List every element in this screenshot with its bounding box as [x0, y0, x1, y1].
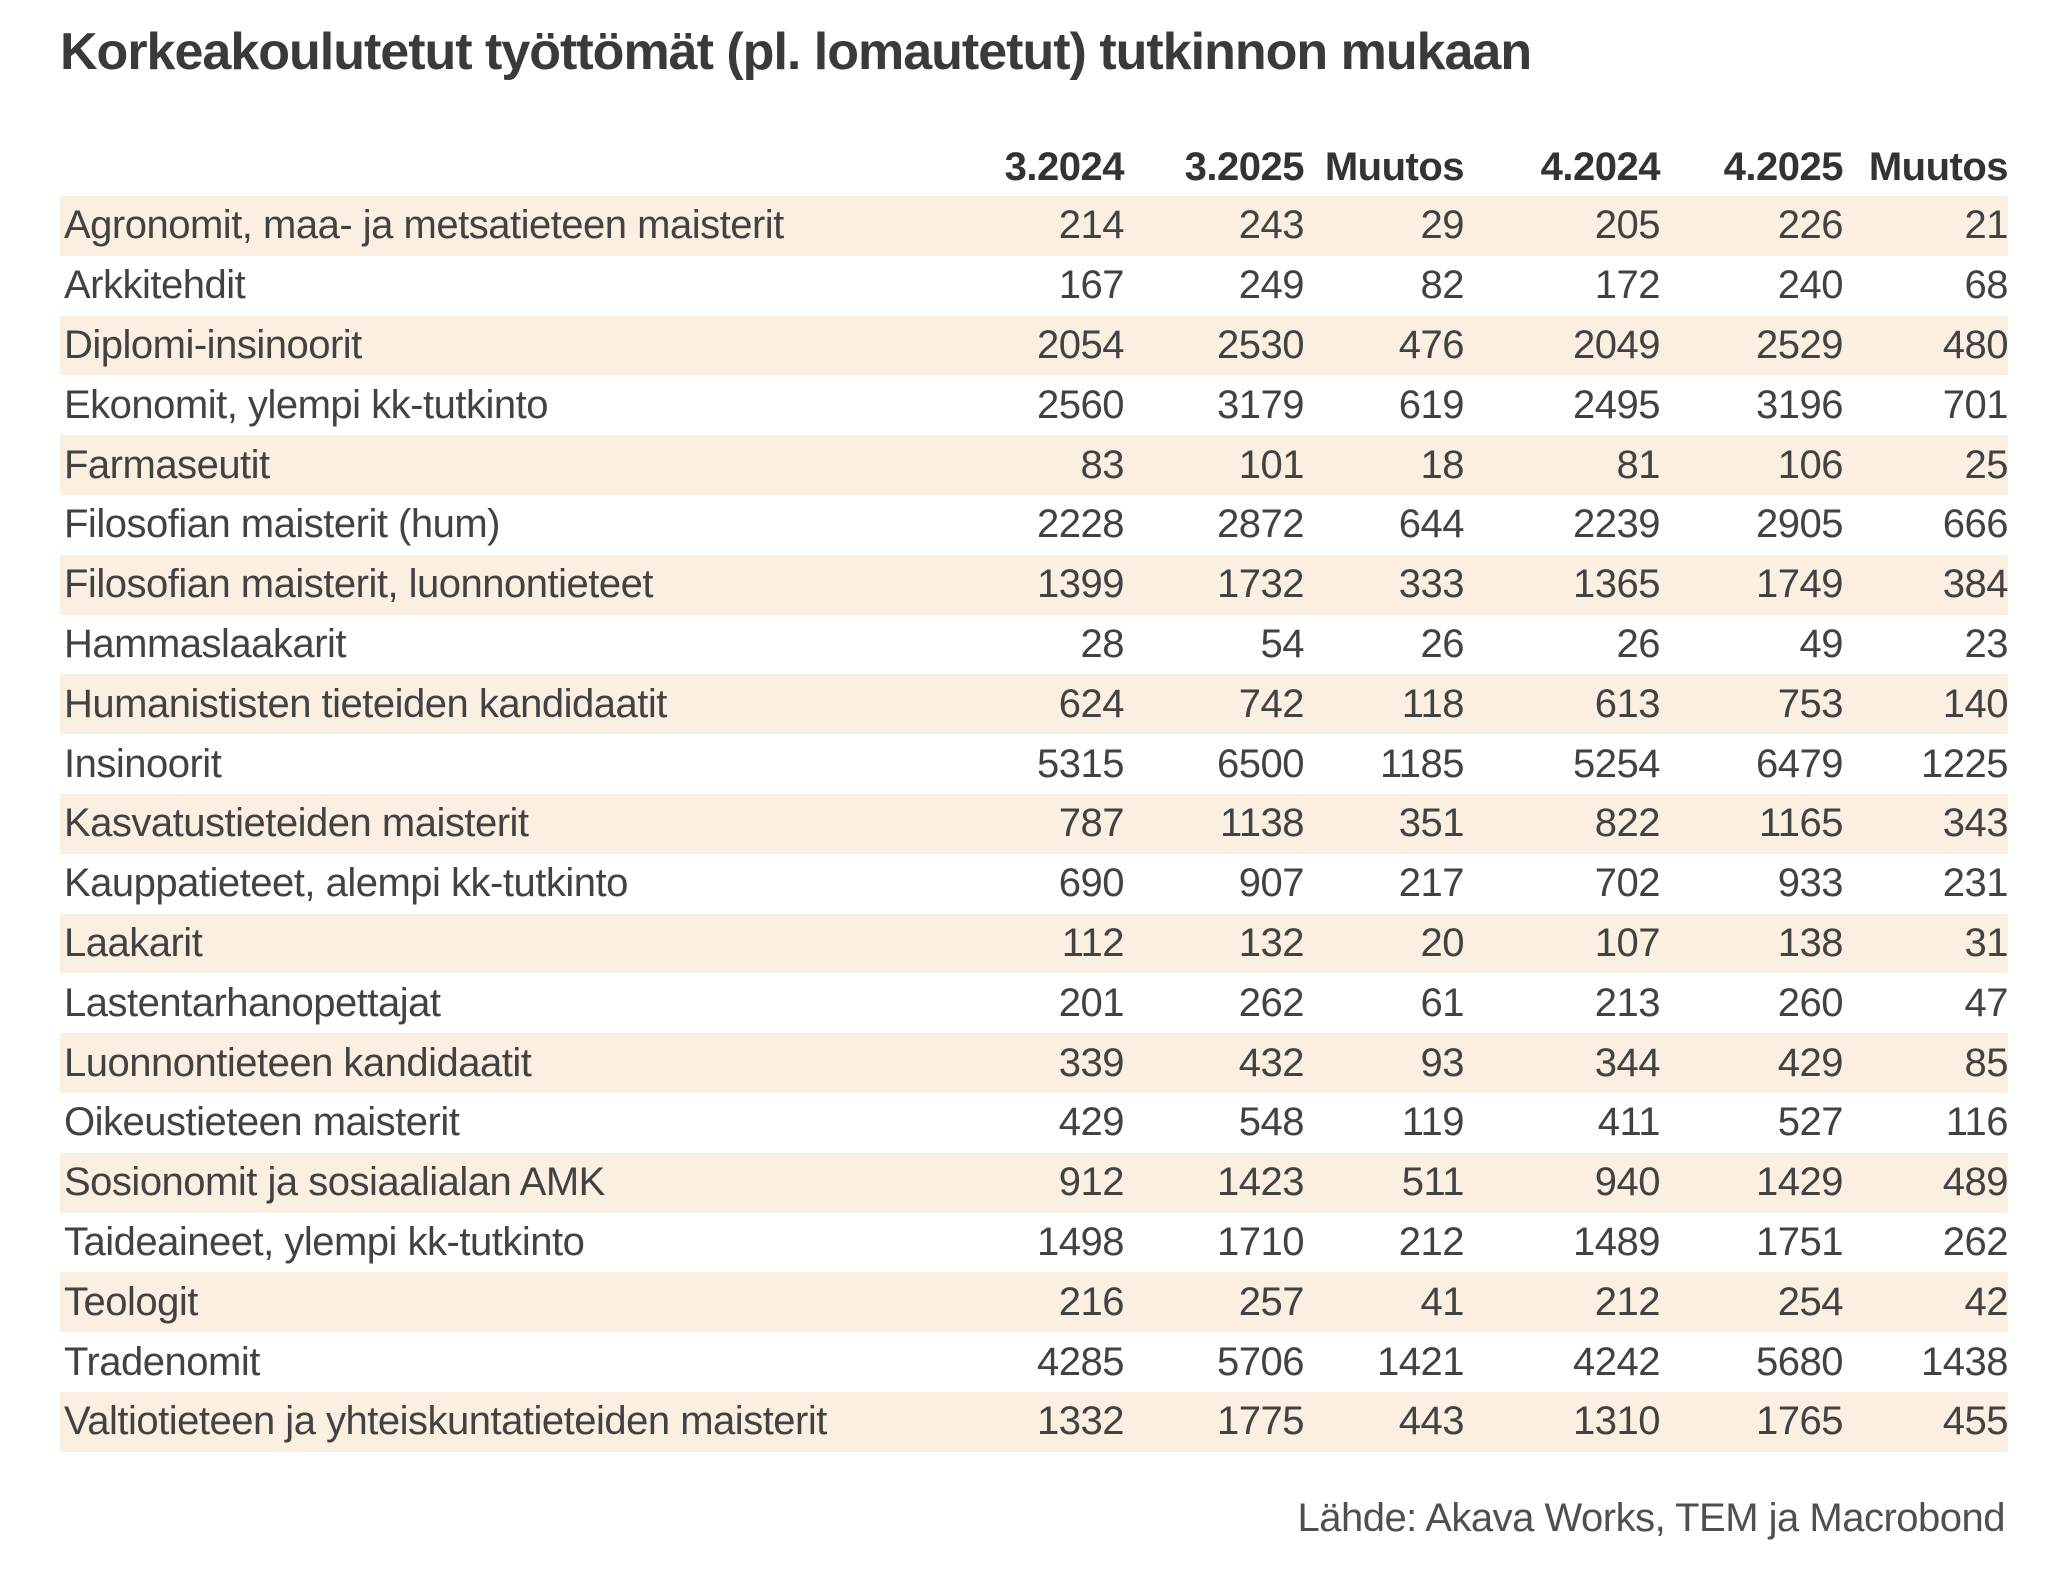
value-cell: 213 — [1594, 980, 1660, 1025]
value-cell: 101 — [1238, 442, 1304, 487]
value-cell: 20 — [1420, 920, 1464, 965]
table-row — [60, 1332, 2008, 1392]
value-cell: 511 — [1401, 1160, 1464, 1205]
value-cell: 119 — [1401, 1100, 1464, 1145]
table-row — [60, 256, 2008, 316]
source-credit: Lähde: Akava Works, TEM ja Macrobond — [1297, 1496, 2005, 1540]
value-cell: 742 — [1238, 681, 1304, 726]
table-row — [60, 435, 2008, 495]
table-row — [60, 794, 2008, 854]
row-label: Hammaslaakarit — [64, 621, 346, 666]
value-cell: 140 — [1942, 681, 2008, 726]
value-cell: 701 — [1942, 382, 2008, 427]
table-row — [60, 375, 2008, 435]
value-cell: 2905 — [1756, 502, 1843, 547]
value-cell: 548 — [1238, 1100, 1304, 1145]
value-cell: 172 — [1594, 263, 1660, 308]
row-label: Teologit — [64, 1279, 198, 1324]
value-cell: 351 — [1398, 801, 1464, 846]
value-cell: 1438 — [1921, 1339, 2008, 1384]
value-cell: 690 — [1058, 861, 1124, 906]
unemployment-table — [60, 126, 2008, 1452]
value-cell: 1423 — [1217, 1160, 1304, 1205]
value-cell: 21 — [1964, 203, 2008, 248]
value-cell: 907 — [1238, 861, 1304, 906]
value-cell: 5680 — [1756, 1339, 1843, 1384]
table-row — [60, 734, 2008, 794]
row-label: Sosionomit ja sosiaalialan AMK — [64, 1160, 605, 1205]
header-4-2024: 4.2024 — [1540, 145, 1660, 189]
value-cell: 489 — [1942, 1160, 2008, 1205]
value-cell: 167 — [1058, 263, 1124, 308]
row-label: Luonnontieteen kandidaatit — [64, 1040, 532, 1085]
value-cell: 262 — [1238, 980, 1304, 1025]
page-title: Korkeakoulutetut työttömät (pl. lomautetut) tutkinnon mukaan — [60, 23, 1532, 81]
value-cell: 116 — [1945, 1100, 2008, 1145]
table-row — [60, 1213, 2008, 1273]
value-cell: 619 — [1398, 382, 1464, 427]
value-cell: 18 — [1420, 442, 1464, 487]
value-cell: 3179 — [1217, 382, 1304, 427]
table-row — [60, 973, 2008, 1033]
value-cell: 93 — [1420, 1040, 1464, 1085]
value-cell: 1429 — [1756, 1160, 1843, 1205]
value-cell: 339 — [1058, 1040, 1124, 1085]
value-cell: 344 — [1594, 1040, 1660, 1085]
table-row — [60, 1153, 2008, 1213]
value-cell: 249 — [1238, 263, 1304, 308]
value-cell: 384 — [1942, 562, 2008, 607]
row-label: Agronomit, maa- ja metsatieteen maisterit — [64, 203, 784, 248]
value-cell: 138 — [1777, 920, 1843, 965]
value-cell: 254 — [1777, 1279, 1843, 1324]
value-cell: 262 — [1942, 1219, 2008, 1264]
value-cell: 1775 — [1217, 1399, 1304, 1444]
row-label: Ekonomit, ylempi kk-tutkinto — [64, 382, 548, 427]
header-3-2024: 3.2024 — [1004, 145, 1124, 189]
value-cell: 1225 — [1921, 741, 2008, 786]
value-cell: 118 — [1401, 681, 1464, 726]
value-cell: 613 — [1594, 681, 1660, 726]
value-cell: 132 — [1238, 920, 1304, 965]
value-cell: 1310 — [1573, 1399, 1660, 1444]
row-label: Kasvatustieteiden maisterit — [64, 801, 529, 846]
value-cell: 940 — [1594, 1160, 1660, 1205]
row-label: Filosofian maisterit (hum) — [64, 502, 501, 547]
value-cell: 666 — [1942, 502, 2008, 547]
value-cell: 83 — [1080, 442, 1124, 487]
table-row — [60, 555, 2008, 615]
table-row — [60, 1093, 2008, 1153]
value-cell: 25 — [1964, 442, 2008, 487]
value-cell: 1421 — [1377, 1339, 1464, 1384]
value-cell: 343 — [1942, 801, 2008, 846]
table-row — [60, 1272, 2008, 1332]
value-cell: 260 — [1777, 980, 1843, 1025]
value-cell: 2530 — [1217, 322, 1304, 367]
value-cell: 240 — [1777, 263, 1843, 308]
value-cell: 429 — [1058, 1100, 1124, 1145]
value-cell: 432 — [1238, 1040, 1304, 1085]
value-cell: 106 — [1777, 442, 1843, 487]
table-row — [60, 316, 2008, 376]
table-row — [60, 854, 2008, 914]
row-label: Farmaseutit — [64, 442, 270, 487]
value-cell: 644 — [1398, 502, 1464, 547]
value-cell: 212 — [1398, 1219, 1464, 1264]
value-cell: 411 — [1597, 1100, 1660, 1145]
value-cell: 1751 — [1756, 1219, 1843, 1264]
table-body — [60, 196, 2008, 1452]
row-label: Lastentarhanopettajat — [64, 980, 441, 1025]
value-cell: 787 — [1058, 801, 1124, 846]
value-cell: 912 — [1058, 1160, 1124, 1205]
value-cell: 480 — [1942, 322, 2008, 367]
value-cell: 49 — [1799, 621, 1843, 666]
value-cell: 68 — [1964, 263, 2008, 308]
header-muutos-2: Muutos — [1868, 145, 2008, 189]
value-cell: 226 — [1777, 203, 1843, 248]
value-cell: 429 — [1777, 1040, 1843, 1085]
row-label: Oikeustieteen maisterit — [64, 1100, 460, 1145]
value-cell: 2529 — [1756, 322, 1843, 367]
header-3-2025: 3.2025 — [1184, 145, 1304, 189]
value-cell: 6500 — [1217, 741, 1304, 786]
value-cell: 216 — [1058, 1279, 1124, 1324]
row-label: Insinoorit — [64, 741, 222, 786]
value-cell: 2560 — [1037, 382, 1124, 427]
value-cell: 1732 — [1217, 562, 1304, 607]
value-cell: 1185 — [1379, 741, 1464, 786]
table-header — [60, 126, 2008, 196]
value-cell: 753 — [1777, 681, 1843, 726]
value-cell: 2049 — [1573, 322, 1660, 367]
value-cell: 1332 — [1037, 1399, 1124, 1444]
value-cell: 822 — [1594, 801, 1660, 846]
value-cell: 201 — [1058, 980, 1124, 1025]
header-muutos-1: Muutos — [1324, 145, 1464, 189]
value-cell: 5706 — [1217, 1339, 1304, 1384]
table-row — [60, 914, 2008, 974]
value-cell: 112 — [1061, 920, 1124, 965]
value-cell: 333 — [1398, 562, 1464, 607]
value-cell: 455 — [1942, 1399, 2008, 1444]
value-cell: 1138 — [1219, 801, 1304, 846]
row-label: Humanististen tieteiden kandidaatit — [64, 681, 667, 726]
value-cell: 527 — [1777, 1100, 1843, 1145]
value-cell: 1365 — [1573, 562, 1660, 607]
value-cell: 1710 — [1217, 1219, 1304, 1264]
value-cell: 31 — [1964, 920, 2008, 965]
value-cell: 243 — [1238, 203, 1304, 248]
value-cell: 81 — [1616, 442, 1660, 487]
value-cell: 6479 — [1756, 741, 1843, 786]
value-cell: 61 — [1420, 980, 1464, 1025]
table-row — [60, 495, 2008, 555]
table-row — [60, 615, 2008, 675]
value-cell: 2054 — [1037, 322, 1124, 367]
value-cell: 624 — [1058, 681, 1124, 726]
table-row — [60, 196, 2008, 256]
value-cell: 257 — [1238, 1279, 1304, 1324]
table-header-row — [60, 126, 2008, 196]
header-degree-column — [60, 126, 944, 196]
value-cell: 212 — [1594, 1279, 1660, 1324]
value-cell: 26 — [1420, 621, 1464, 666]
value-cell: 5254 — [1573, 741, 1660, 786]
value-cell: 1165 — [1758, 801, 1843, 846]
value-cell: 1399 — [1037, 562, 1124, 607]
value-cell: 2495 — [1573, 382, 1660, 427]
value-cell: 205 — [1594, 203, 1660, 248]
value-cell: 4242 — [1573, 1339, 1660, 1384]
value-cell: 41 — [1420, 1279, 1464, 1324]
value-cell: 23 — [1964, 621, 2008, 666]
value-cell: 1765 — [1756, 1399, 1843, 1444]
value-cell: 42 — [1964, 1279, 2008, 1324]
row-label: Filosofian maisterit, luonnontieteet — [64, 562, 653, 607]
header-4-2025: 4.2025 — [1723, 145, 1843, 189]
value-cell: 107 — [1594, 920, 1660, 965]
value-cell: 28 — [1080, 621, 1124, 666]
value-cell: 26 — [1616, 621, 1660, 666]
value-cell: 702 — [1594, 861, 1660, 906]
value-cell: 3196 — [1756, 382, 1843, 427]
value-cell: 443 — [1398, 1399, 1464, 1444]
row-label: Valtiotieteen ja yhteiskuntatieteiden maisterit — [64, 1399, 827, 1444]
value-cell: 2239 — [1573, 502, 1660, 547]
value-cell: 1489 — [1573, 1219, 1660, 1264]
value-cell: 82 — [1420, 263, 1464, 308]
row-label: Laakarit — [64, 920, 203, 965]
value-cell: 29 — [1420, 203, 1464, 248]
value-cell: 5315 — [1037, 741, 1124, 786]
value-cell: 231 — [1942, 861, 2008, 906]
value-cell: 47 — [1964, 980, 2008, 1025]
value-cell: 1498 — [1037, 1219, 1124, 1264]
row-label: Tradenomit — [64, 1339, 260, 1384]
value-cell: 54 — [1260, 621, 1304, 666]
value-cell: 2228 — [1037, 502, 1124, 547]
value-cell: 1749 — [1756, 562, 1843, 607]
value-cell: 217 — [1398, 861, 1464, 906]
table-row — [60, 674, 2008, 734]
value-cell: 214 — [1058, 203, 1124, 248]
row-label: Taideaineet, ylempi kk-tutkinto — [64, 1219, 585, 1264]
row-label: Arkkitehdit — [64, 263, 246, 308]
table-row — [60, 1392, 2008, 1452]
value-cell: 85 — [1964, 1040, 2008, 1085]
value-cell: 933 — [1777, 861, 1843, 906]
row-label: Kauppatieteet, alempi kk-tutkinto — [64, 861, 628, 906]
row-label: Diplomi-insinoorit — [64, 322, 362, 367]
value-cell: 4285 — [1037, 1339, 1124, 1384]
value-cell: 476 — [1398, 322, 1464, 367]
value-cell: 2872 — [1217, 502, 1304, 547]
table-row — [60, 1033, 2008, 1093]
